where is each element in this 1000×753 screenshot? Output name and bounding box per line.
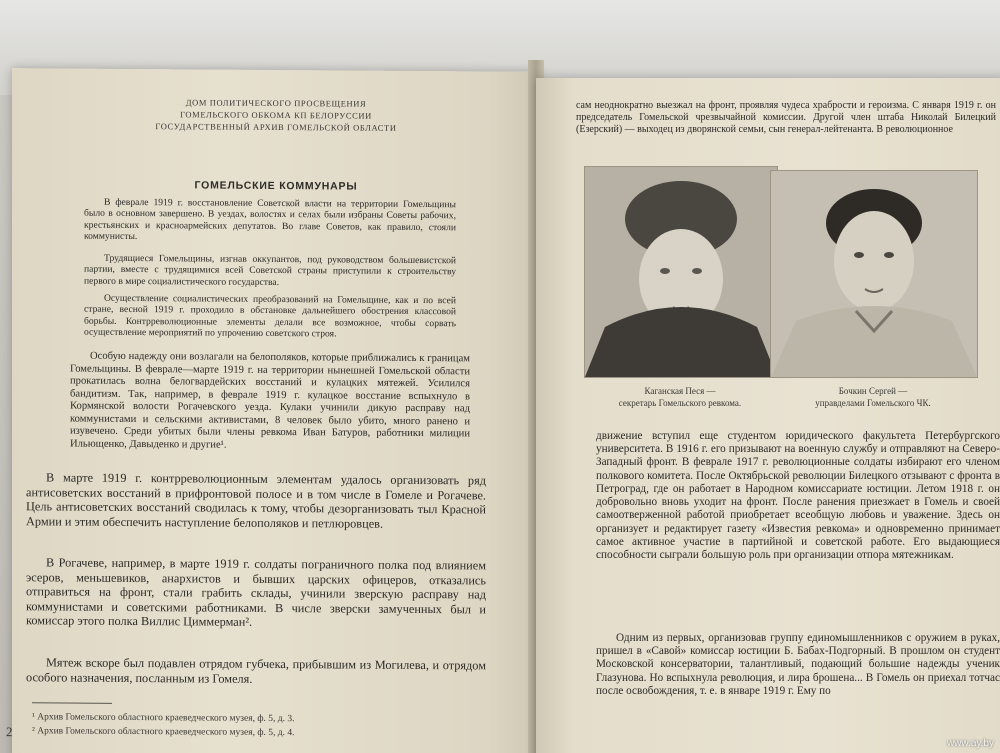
right-top-text: сам неоднократно выезжал на фронт, проявляя чудеса храбрости и героизма. С января 1919 г. он председатель Гомельской чрезвычайной комиссии. Другой член штаба Николай Билецкий (Езерский) — выходец из дворянской семьи, сын генерал-лейтенанта. В революционное — [576, 100, 996, 135]
photo-caption-1-name: Каганская Песя — — [644, 386, 716, 396]
paragraph-1: В феврале 1919 г. восстановление Советской власти на территории Гомельщины было в основном завершено. В уездах, волостях и селах были избраны Советы рабочих, крестьянских и красноармейских депутатов. Во главе Советов, как правило, стояли коммунисты. — [84, 196, 456, 242]
left-page — [6, 68, 540, 753]
footnote-1: ¹ Архив Гомельского областного краеведческого музея, ф. 5, д. 3. — [32, 712, 295, 725]
header-line-1: ДОМ ПОЛИТИЧЕСКОГО ПРОСВЕЩЕНИЯ — [185, 97, 367, 109]
paragraph-4: Особую надежду они возлагали на белополяков, которые приближались к границам Гомельщины. В феврале—марте 1919 г. на территории нынешней Гомельской области прокатилась волна белогвардейских восстаний и кулацких мятежей. Усилился бандитизм. Так, например, в феврале 1919 г. кулацкое восстание вспыхнуло в Кормянской волости Рогачевского уезда. Кулаки учинили дикую расправу над коммунистами и сельскими активистами, 8 человек было убито, много ранено и изувечено. Среди убитых были члены ревкома Иван Батуров, работники милиции Ильющенко, Давыденко и другие¹. — [70, 350, 470, 451]
page-number: 2 — [6, 724, 13, 740]
portrait-man-image — [771, 171, 977, 377]
paragraph-6: В Рогачеве, например, в марте 1919 г. солдаты пограничного полка под влиянием эсеров, меньшевиков, анархистов и бывших царских офицеров, отказались отправиться на фронт, стали грабить склады, учинили зверскую расправу над коммунистами и советскими работниками. В числе зверски замученных был и комиссар этого полка Виллис Циммерман². — [26, 555, 486, 629]
header-line-3: ГОСУДАРСТВЕННЫЙ АРХИВ ГОМЕЛЬСКОЙ ОБЛАСТИ — [155, 121, 397, 133]
footnote-2: ² Архив Гомельского областного краеведческого музея, ф. 5, д. 4. — [32, 726, 295, 739]
paragraph-3: Осуществление социалистических преобразований на Гомельщине, как и по всей стране, весной 1919 г. проходило в обстановке дальнейшего обострения классовой борьбы. Контрреволюционные элементы делали все возможное, чтобы сорвать осуществление мероприятий по упрочению советского строя. — [84, 292, 456, 340]
photo-caption-2-role: управделами Гомельского ЧК. — [815, 397, 931, 408]
paragraph-2: Трудящиеся Гомельщины, изгнав оккупантов, под руководством большевистской партии, вместе с трудящимися всей Советской страны приступили к строительству первого в мире социалистического государства. — [84, 252, 456, 288]
photo-caption-1-role: секретарь Гомельского ревкома. — [618, 397, 742, 408]
footnote-divider — [32, 702, 112, 704]
portrait-photo-2 — [770, 170, 978, 378]
article-title: ГОМЕЛЬСКИЕ КОММУНАРЫ — [194, 179, 358, 193]
header-line-2: ГОМЕЛЬСКОГО ОБКОМА КП БЕЛОРУССИИ — [180, 109, 372, 121]
portrait-woman-image — [585, 167, 777, 377]
right-paragraph-1: движение вступил еще студентом юридического факультета Петербургского университета. В 1916 г. его призывают на военную службу и отправляют на Северо-Западный фронт. В феврале 1917 г. революционные солдаты избирают его членом полкового комитета. После Октябрьской революции Билецкого отзывают с фронта в Петроград, где он работает в Народном комиссариате юстиции. Летом 1918 г. он добровольно вновь уходит на фронт. После ранения приезжает в Гомель и своей самоотверженной работой приобретает всеобщую любовь и уважение. Здесь он организует и редактирует газету «Известия ревкома» и одновременно принимает самое активное участие в партийной и советской работе. Его выдающиеся способности сыграли большую роль при организации отпора мятежникам. — [596, 430, 1000, 561]
right-paragraph-2: Одним из первых, организовав группу единомышленников с оружием в руках, пришел в «Савой» комиссар юстиции Б. Бабах-Подгорный. В прошлом он студент Московской консерватории, талантливый, подающий большие надежды ученик Глазунова. Но вспыхнула революция, и лира брошена... В Гомель он приехал тотчас после освобождения, т. е. в январе 1919 г. Ему по — [596, 632, 1000, 697]
portrait-photo-1 — [584, 166, 778, 378]
photo-caption-1 — [584, 386, 776, 409]
photo-caption-2 — [770, 386, 976, 409]
paragraph-7: Мятеж вскоре был подавлен отрядом губчека, прибывшим из Могилева, и отрядом особого назначения, посланным из Гомеля. — [26, 655, 486, 686]
paragraph-5: В марте 1919 г. контрреволюционным элементам удалось организовать ряд антисоветских восстаний в прифронтовой полосе и в том числе в Гомеле и Рогачеве. Цель антисоветских восстаний сводилась к тому, чтобы дезорганизовать тыл Красной Армии и этим обеспечить наступление белополяков и петлюровцев. — [26, 470, 486, 531]
photo-caption-2-name: Бочкин Сергей — — [838, 386, 908, 396]
watermark: www.ay.by — [946, 738, 994, 749]
right-page — [536, 78, 1000, 753]
